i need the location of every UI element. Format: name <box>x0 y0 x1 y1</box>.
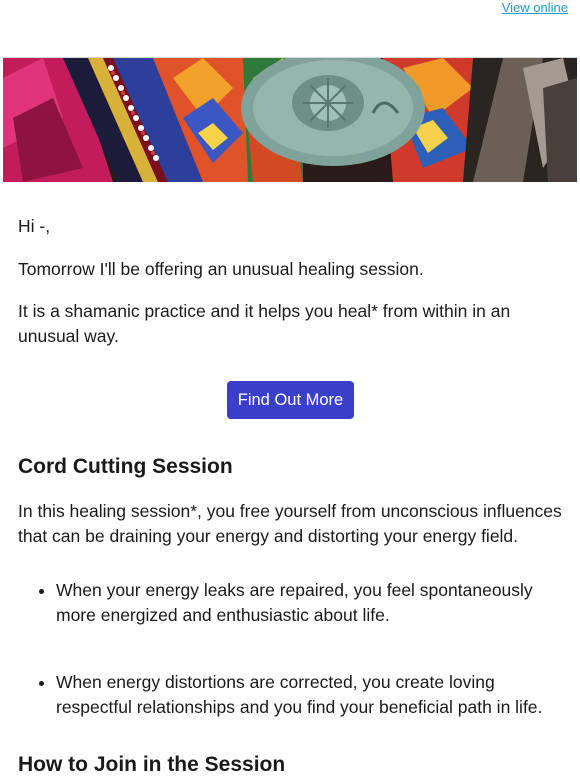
find-out-more-button[interactable]: Find Out More <box>227 381 354 419</box>
how-to-join-heading: How to Join in the Session <box>18 753 286 776</box>
view-online-link[interactable]: View online <box>501 0 568 15</box>
cord-cutting-description: In this healing session*, you free yourself from unconscious influences that can be draining your energy and distorting your energy field. <box>18 501 562 546</box>
hero-banner-image <box>3 57 577 182</box>
email-header <box>0 0 580 40</box>
greeting-text: Hi -, <box>18 216 51 236</box>
list-item: When energy distortions are corrected, you create loving respectful relationships and you find your beneficial path in life. <box>56 670 563 720</box>
benefits-list-2 <box>18 670 563 720</box>
description-text: It is a shamanic practice and it helps you heal* from within in an unusual way. <box>18 301 511 346</box>
cta-container <box>18 381 563 419</box>
cord-cutting-heading: Cord Cutting Session <box>18 455 233 478</box>
list-item: When your energy leaks are repaired, you feel spontaneously more energized and enthusiastic about life. <box>56 578 563 628</box>
benefits-list <box>18 578 563 628</box>
intro-text: Tomorrow I'll be offering an unusual healing session. <box>18 259 424 279</box>
